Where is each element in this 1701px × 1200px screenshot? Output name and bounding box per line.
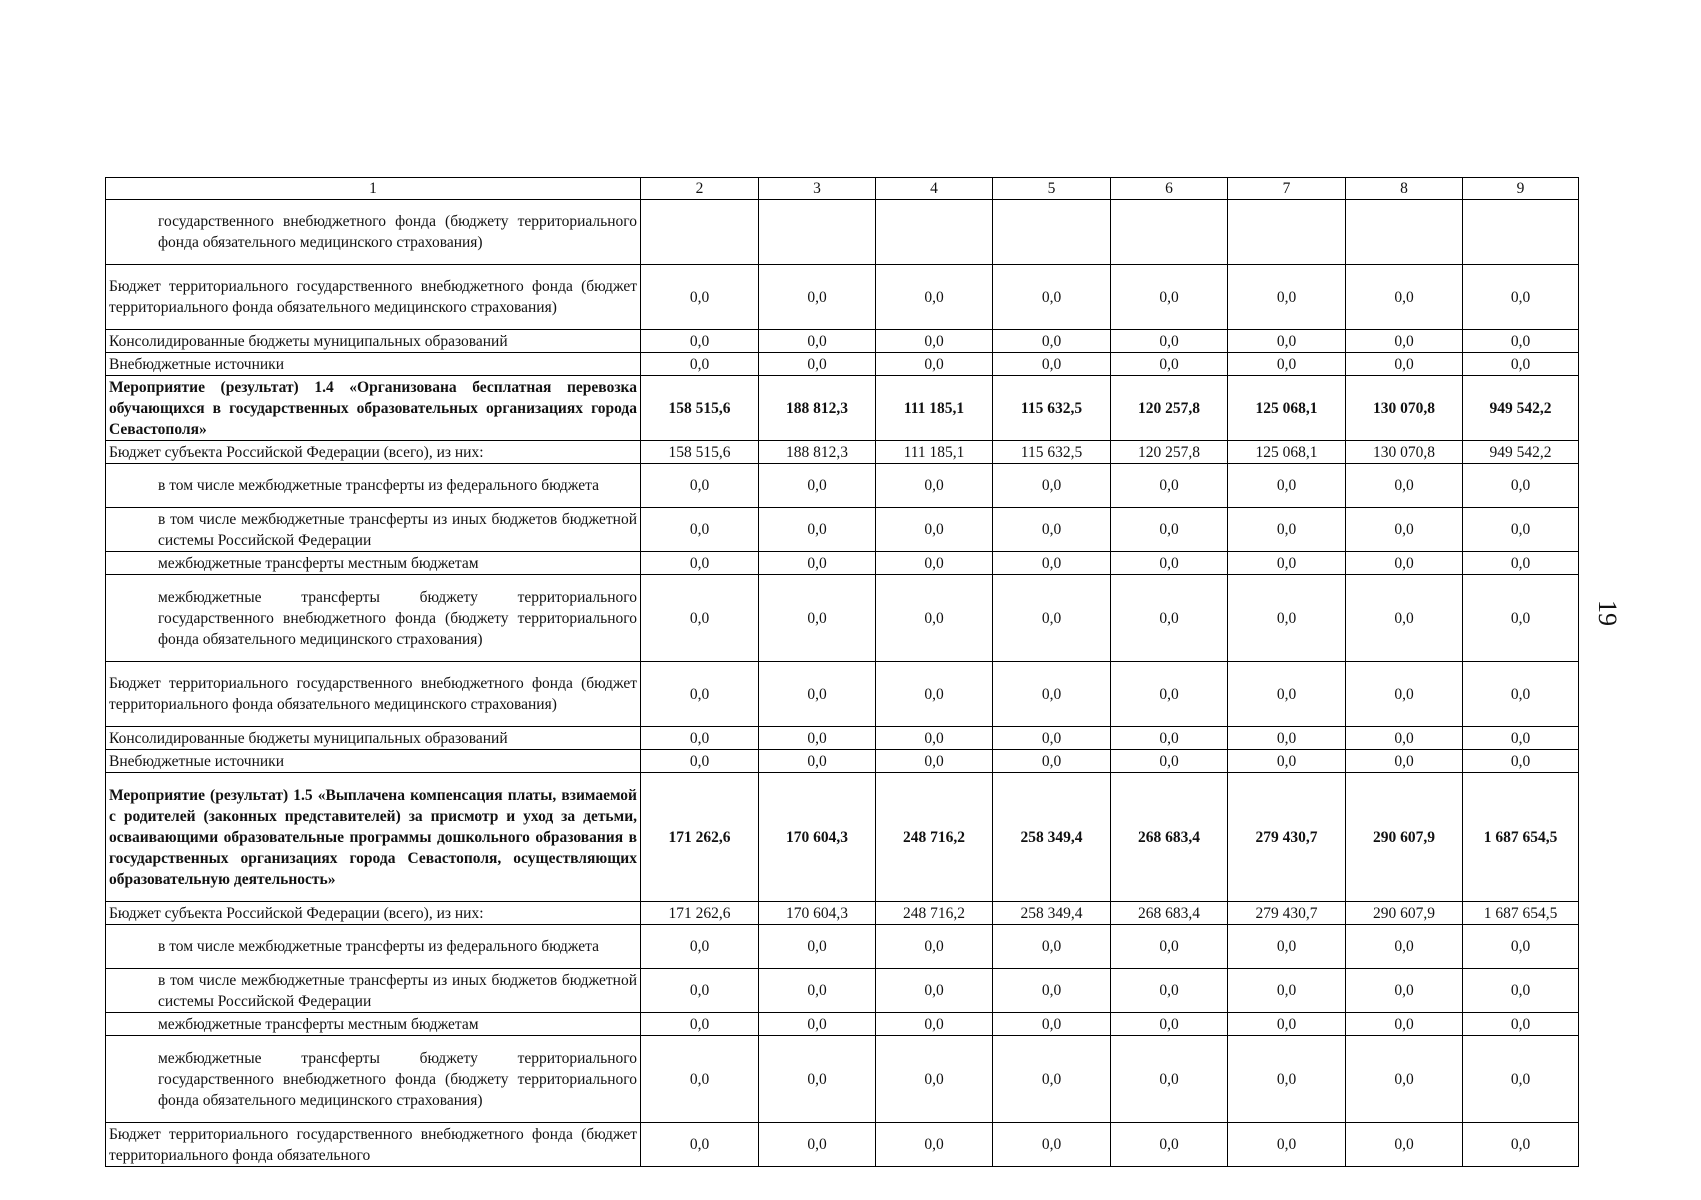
- column-number-header: 7: [1228, 178, 1346, 200]
- value-cell: 0,0: [876, 464, 993, 508]
- value-cell: 188 812,3: [759, 376, 876, 441]
- row-label: межбюджетные трансферты местным бюджетам: [106, 552, 641, 575]
- value-cell: 0,0: [759, 464, 876, 508]
- value-cell: 258 349,4: [993, 902, 1111, 925]
- activity-row: [106, 773, 1579, 902]
- value-cell: 0,0: [1111, 662, 1228, 727]
- value-cell: 0,0: [993, 1013, 1111, 1036]
- value-cell: 0,0: [641, 552, 759, 575]
- value-cell: 130 070,8: [1346, 376, 1463, 441]
- value-cell: 0,0: [1346, 1013, 1463, 1036]
- value-cell: 130 070,8: [1346, 441, 1463, 464]
- value-cell: 0,0: [876, 662, 993, 727]
- value-cell: 188 812,3: [759, 441, 876, 464]
- value-cell: 111 185,1: [876, 376, 993, 441]
- value-cell: 0,0: [1228, 662, 1346, 727]
- value-cell: 0,0: [876, 330, 993, 353]
- value-cell: 0,0: [641, 727, 759, 750]
- value-cell: 0,0: [1111, 969, 1228, 1013]
- value-cell: 0,0: [641, 925, 759, 969]
- value-cell: 949 542,2: [1463, 441, 1579, 464]
- table-row: [106, 1036, 1579, 1123]
- column-number-header: 5: [993, 178, 1111, 200]
- table-row: [106, 1123, 1579, 1167]
- value-cell: 0,0: [1111, 1013, 1228, 1036]
- value-cell: 0,0: [1111, 353, 1228, 376]
- value-cell: 0,0: [641, 575, 759, 662]
- value-cell: 0,0: [641, 464, 759, 508]
- value-cell: 0,0: [641, 750, 759, 773]
- value-cell: 248 716,2: [876, 902, 993, 925]
- row-label: Бюджет субъекта Российской Федерации (всего), из них:: [106, 902, 641, 925]
- row-label: межбюджетные трансферты бюджету территориального государственного внебюджетного фонда (бюджету территориального фонда обязательного медицинского страхования): [106, 575, 641, 662]
- table-row: [106, 1013, 1579, 1036]
- row-label: Бюджет субъекта Российской Федерации (всего), из них:: [106, 441, 641, 464]
- value-cell: 0,0: [1228, 1036, 1346, 1123]
- column-number-header: 4: [876, 178, 993, 200]
- value-cell: 0,0: [1463, 464, 1579, 508]
- row-label: в том числе межбюджетные трансферты из федерального бюджета: [106, 925, 641, 969]
- page-number: 19: [1593, 600, 1622, 626]
- value-cell: 158 515,6: [641, 376, 759, 441]
- value-cell: 0,0: [1346, 662, 1463, 727]
- row-label: межбюджетные трансферты местным бюджетам: [106, 1013, 641, 1036]
- value-cell: [1463, 200, 1579, 265]
- value-cell: 0,0: [993, 508, 1111, 552]
- value-cell: 290 607,9: [1346, 902, 1463, 925]
- value-cell: 0,0: [876, 353, 993, 376]
- value-cell: 0,0: [1228, 727, 1346, 750]
- value-cell: 0,0: [876, 1013, 993, 1036]
- value-cell: 268 683,4: [1111, 902, 1228, 925]
- value-cell: 279 430,7: [1228, 773, 1346, 902]
- value-cell: 0,0: [993, 1036, 1111, 1123]
- table-row: [106, 508, 1579, 552]
- row-label: межбюджетные трансферты бюджету территориального государственного внебюджетного фонда (бюджету территориального фонда обязательного медицинского страхования): [106, 1036, 641, 1123]
- table-row: [106, 925, 1579, 969]
- value-cell: 0,0: [1111, 925, 1228, 969]
- value-cell: 0,0: [876, 727, 993, 750]
- value-cell: 125 068,1: [1228, 441, 1346, 464]
- value-cell: 0,0: [641, 508, 759, 552]
- value-cell: 0,0: [993, 552, 1111, 575]
- value-cell: 0,0: [1228, 1123, 1346, 1167]
- value-cell: 0,0: [1463, 265, 1579, 330]
- table-row: [106, 464, 1579, 508]
- value-cell: 0,0: [993, 662, 1111, 727]
- table-row: [106, 200, 1579, 265]
- value-cell: 0,0: [759, 1013, 876, 1036]
- value-cell: 0,0: [641, 265, 759, 330]
- value-cell: 0,0: [1463, 662, 1579, 727]
- table-row: [106, 552, 1579, 575]
- value-cell: 0,0: [1111, 1123, 1228, 1167]
- value-cell: 0,0: [759, 330, 876, 353]
- value-cell: 0,0: [876, 969, 993, 1013]
- table-row: [106, 575, 1579, 662]
- value-cell: 0,0: [1346, 727, 1463, 750]
- activity-row: [106, 376, 1579, 441]
- value-cell: 0,0: [1111, 464, 1228, 508]
- column-number-header: 3: [759, 178, 876, 200]
- value-cell: 0,0: [1111, 1036, 1228, 1123]
- value-cell: 0,0: [759, 265, 876, 330]
- value-cell: 115 632,5: [993, 376, 1111, 441]
- value-cell: 0,0: [1463, 552, 1579, 575]
- value-cell: [876, 200, 993, 265]
- value-cell: 0,0: [641, 662, 759, 727]
- column-number-header: 6: [1111, 178, 1228, 200]
- value-cell: 0,0: [876, 1036, 993, 1123]
- value-cell: 0,0: [1111, 727, 1228, 750]
- value-cell: 0,0: [993, 969, 1111, 1013]
- row-label: Внебюджетные источники: [106, 750, 641, 773]
- value-cell: 0,0: [993, 353, 1111, 376]
- value-cell: 0,0: [993, 265, 1111, 330]
- value-cell: 0,0: [1228, 750, 1346, 773]
- value-cell: 0,0: [1346, 330, 1463, 353]
- value-cell: 0,0: [1111, 750, 1228, 773]
- value-cell: 0,0: [1463, 1013, 1579, 1036]
- value-cell: 0,0: [1463, 330, 1579, 353]
- value-cell: 0,0: [1111, 552, 1228, 575]
- value-cell: 0,0: [876, 1123, 993, 1167]
- value-cell: 0,0: [1463, 1036, 1579, 1123]
- table-row: [106, 902, 1579, 925]
- value-cell: 0,0: [1346, 1123, 1463, 1167]
- value-cell: 279 430,7: [1228, 902, 1346, 925]
- row-label: в том числе межбюджетные трансферты из иных бюджетов бюджетной системы Российской Федерации: [106, 508, 641, 552]
- value-cell: 0,0: [641, 353, 759, 376]
- value-cell: 0,0: [1228, 575, 1346, 662]
- value-cell: 0,0: [641, 1013, 759, 1036]
- value-cell: 0,0: [1228, 969, 1346, 1013]
- value-cell: 0,0: [993, 330, 1111, 353]
- value-cell: 0,0: [1346, 265, 1463, 330]
- value-cell: 0,0: [1228, 925, 1346, 969]
- value-cell: 111 185,1: [876, 441, 993, 464]
- value-cell: 0,0: [993, 750, 1111, 773]
- value-cell: 0,0: [1346, 925, 1463, 969]
- value-cell: 0,0: [1111, 265, 1228, 330]
- value-cell: 0,0: [876, 575, 993, 662]
- value-cell: 0,0: [993, 575, 1111, 662]
- row-label: Консолидированные бюджеты муниципальных образований: [106, 727, 641, 750]
- value-cell: 248 716,2: [876, 773, 993, 902]
- value-cell: 0,0: [1346, 508, 1463, 552]
- table-row: [106, 265, 1579, 330]
- value-cell: 0,0: [876, 552, 993, 575]
- table-row: [106, 441, 1579, 464]
- value-cell: 0,0: [1228, 1013, 1346, 1036]
- value-cell: 0,0: [759, 750, 876, 773]
- value-cell: 0,0: [876, 508, 993, 552]
- value-cell: 0,0: [993, 925, 1111, 969]
- header-row: [106, 178, 1579, 200]
- row-label: Мероприятие (результат) 1.4 «Организована бесплатная перевозка обучающихся в государственных образовательных организациях города Севастополя»: [106, 376, 641, 441]
- value-cell: 0,0: [993, 464, 1111, 508]
- row-label: Внебюджетные источники: [106, 353, 641, 376]
- value-cell: 0,0: [641, 969, 759, 1013]
- value-cell: 0,0: [1228, 552, 1346, 575]
- row-label: в том числе межбюджетные трансферты из иных бюджетов бюджетной системы Российской Федерации: [106, 969, 641, 1013]
- value-cell: 0,0: [1228, 464, 1346, 508]
- table-row: [106, 727, 1579, 750]
- value-cell: 0,0: [1463, 750, 1579, 773]
- row-label: государственного внебюджетного фонда (бюджету территориального фонда обязательного медицинского страхования): [106, 200, 641, 265]
- row-label: Бюджет территориального государственного внебюджетного фонда (бюджет территориального фонда обязательного медицинского страхования): [106, 662, 641, 727]
- value-cell: 0,0: [876, 925, 993, 969]
- value-cell: 0,0: [1346, 353, 1463, 376]
- column-number-header: 1: [106, 178, 641, 200]
- row-label: в том числе межбюджетные трансферты из федерального бюджета: [106, 464, 641, 508]
- value-cell: 0,0: [1228, 508, 1346, 552]
- value-cell: 0,0: [1463, 575, 1579, 662]
- table-row: [106, 330, 1579, 353]
- value-cell: 0,0: [641, 1036, 759, 1123]
- value-cell: 0,0: [1111, 575, 1228, 662]
- value-cell: 171 262,6: [641, 773, 759, 902]
- value-cell: 290 607,9: [1346, 773, 1463, 902]
- value-cell: 0,0: [1346, 750, 1463, 773]
- value-cell: 258 349,4: [993, 773, 1111, 902]
- value-cell: 1 687 654,5: [1463, 773, 1579, 902]
- table-row: [106, 662, 1579, 727]
- table-row: [106, 353, 1579, 376]
- value-cell: 0,0: [759, 1036, 876, 1123]
- value-cell: 125 068,1: [1228, 376, 1346, 441]
- value-cell: 268 683,4: [1111, 773, 1228, 902]
- value-cell: 1 687 654,5: [1463, 902, 1579, 925]
- table-row: [106, 969, 1579, 1013]
- value-cell: 0,0: [1346, 464, 1463, 508]
- value-cell: 171 262,6: [641, 902, 759, 925]
- row-label: Бюджет территориального государственного внебюджетного фонда (бюджет территориального фонда обязательного: [106, 1123, 641, 1167]
- value-cell: 0,0: [876, 265, 993, 330]
- value-cell: 0,0: [641, 330, 759, 353]
- value-cell: 0,0: [1463, 925, 1579, 969]
- column-number-header: 2: [641, 178, 759, 200]
- value-cell: 170 604,3: [759, 773, 876, 902]
- value-cell: [1228, 200, 1346, 265]
- value-cell: 0,0: [1346, 552, 1463, 575]
- value-cell: 0,0: [1463, 353, 1579, 376]
- value-cell: 0,0: [1346, 575, 1463, 662]
- value-cell: 120 257,8: [1111, 441, 1228, 464]
- value-cell: 0,0: [993, 727, 1111, 750]
- value-cell: 0,0: [1111, 330, 1228, 353]
- value-cell: 0,0: [759, 508, 876, 552]
- value-cell: 0,0: [1111, 508, 1228, 552]
- column-number-header: 8: [1346, 178, 1463, 200]
- value-cell: 170 604,3: [759, 902, 876, 925]
- row-label: Бюджет территориального государственного внебюджетного фонда (бюджет территориального фонда обязательного медицинского страхования): [106, 265, 641, 330]
- value-cell: 0,0: [1463, 969, 1579, 1013]
- value-cell: 0,0: [759, 552, 876, 575]
- value-cell: 0,0: [993, 1123, 1111, 1167]
- value-cell: [1346, 200, 1463, 265]
- value-cell: 0,0: [759, 575, 876, 662]
- value-cell: 0,0: [1346, 969, 1463, 1013]
- value-cell: 0,0: [759, 969, 876, 1013]
- value-cell: 0,0: [1228, 265, 1346, 330]
- value-cell: [641, 200, 759, 265]
- value-cell: 158 515,6: [641, 441, 759, 464]
- value-cell: [759, 200, 876, 265]
- value-cell: 0,0: [759, 1123, 876, 1167]
- row-label: Консолидированные бюджеты муниципальных образований: [106, 330, 641, 353]
- value-cell: 0,0: [759, 925, 876, 969]
- value-cell: [1111, 200, 1228, 265]
- value-cell: 949 542,2: [1463, 376, 1579, 441]
- row-label: Мероприятие (результат) 1.5 «Выплачена компенсация платы, взимаемой с родителей (законных представителей) за присмотр и уход за детьми, осваивающими образовательные программы дошкольного образования в государственных организациях города Севастополя, осуществляющих образовательную деятельность»: [106, 773, 641, 902]
- value-cell: 0,0: [1463, 508, 1579, 552]
- value-cell: [993, 200, 1111, 265]
- value-cell: 0,0: [759, 353, 876, 376]
- column-number-header: 9: [1463, 178, 1579, 200]
- value-cell: 115 632,5: [993, 441, 1111, 464]
- value-cell: 0,0: [876, 750, 993, 773]
- value-cell: 0,0: [1463, 727, 1579, 750]
- value-cell: 0,0: [1463, 1123, 1579, 1167]
- table-row: [106, 750, 1579, 773]
- value-cell: 120 257,8: [1111, 376, 1228, 441]
- budget-table: [105, 177, 1579, 1167]
- value-cell: 0,0: [1346, 1036, 1463, 1123]
- value-cell: 0,0: [759, 727, 876, 750]
- value-cell: 0,0: [1228, 330, 1346, 353]
- value-cell: 0,0: [759, 662, 876, 727]
- value-cell: 0,0: [1228, 353, 1346, 376]
- value-cell: 0,0: [641, 1123, 759, 1167]
